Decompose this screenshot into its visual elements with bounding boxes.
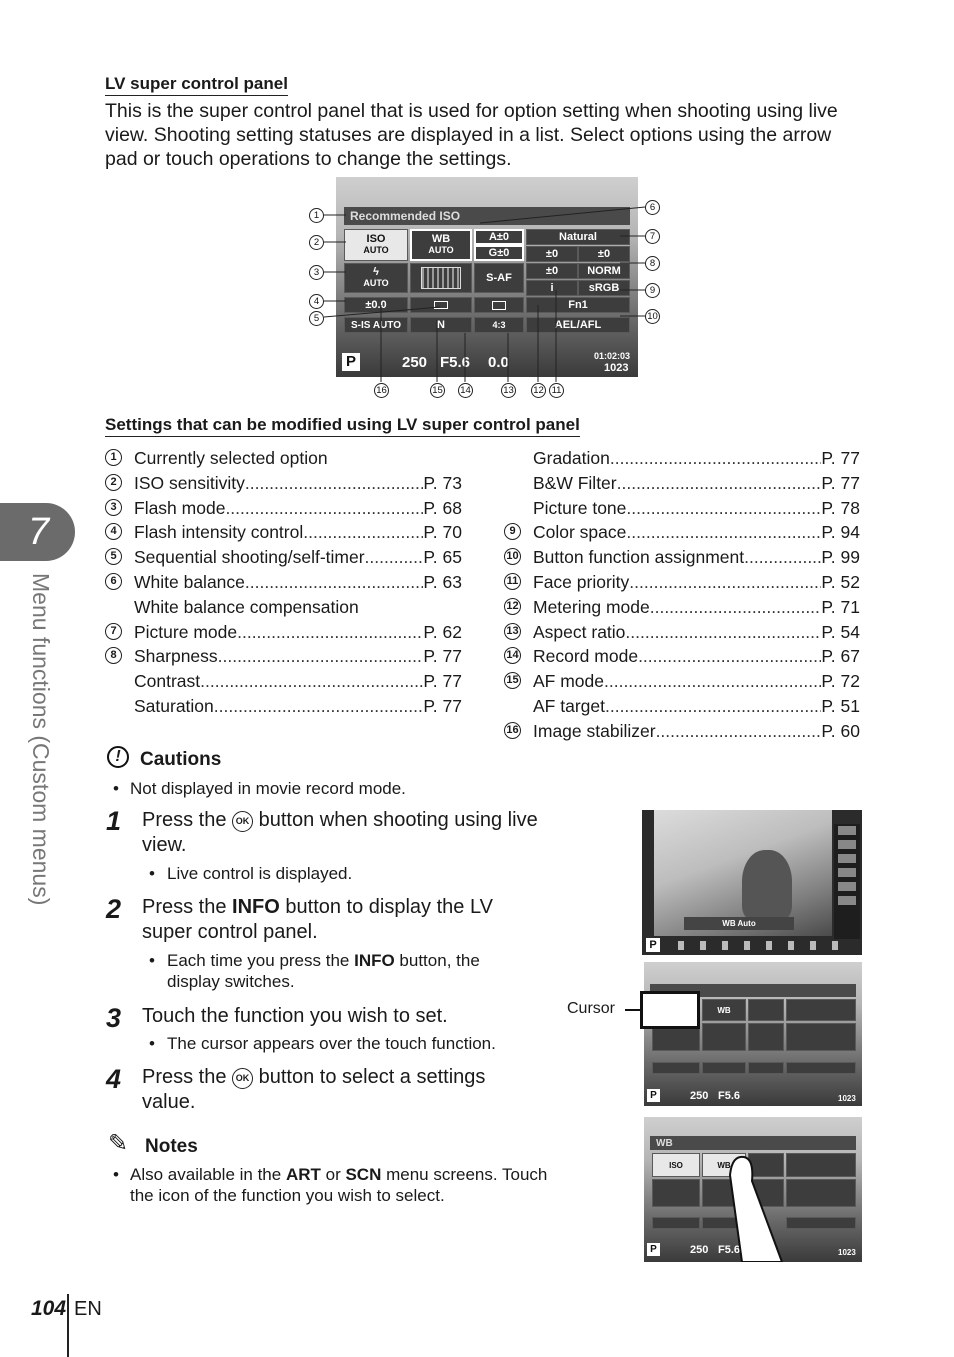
setting-label: Color space [533,522,627,543]
item-number: 12 [504,598,521,615]
page-reference: P. 94 [821,522,860,543]
notes-pre: Also available in the [130,1165,286,1184]
flash-sub: AUTO [363,278,389,288]
mode-badge: P [646,938,660,952]
bullet: • [149,951,155,970]
leader-6 [480,207,645,223]
shutter-value: 250 [690,1244,709,1256]
shutter-value: 250 [690,1090,709,1102]
cursor-frame [640,991,700,1029]
setting-label: Face priority [533,572,630,592]
wb-options-strip [678,941,848,950]
leader-dots [626,496,821,520]
page-reference: P. 65 [423,547,462,568]
setting-label: Gradation [533,448,610,468]
iso-label: ISO [366,233,386,245]
flash-cell [652,1179,700,1207]
fn-cell: Fn1 [526,297,630,313]
caution-icon: ! [107,746,129,768]
leader-5 [324,307,440,317]
live-control-screen [642,810,862,955]
callout-13: 13 [501,383,516,398]
leader-dots [605,694,821,718]
info-button-label: INFO [232,896,280,918]
item-number: 10 [504,548,521,565]
wb-sub: AUTO [428,245,454,255]
leader-dots [638,644,821,668]
exposure-value: 0.0 [488,354,509,371]
settings-row [533,644,860,668]
side-icon [838,840,856,849]
cursor-label: Cursor [567,1000,616,1017]
step-1-sub: Live control is displayed. [167,864,353,883]
settings-row [533,446,860,470]
item-number: 16 [504,722,521,739]
footer-divider [67,1294,69,1357]
step-2-sub [167,950,537,992]
gradation-cell: NORM [578,263,630,279]
settings-row [533,719,860,743]
page-reference: P. 60 [821,720,860,741]
iso-cell: ISO [652,1153,700,1177]
setting-label: ISO sensitivity [134,472,245,493]
callout-5: 5 [309,311,324,326]
callout-6: 6 [645,200,660,215]
callout-3: 3 [309,265,324,280]
page-reference: P. 52 [821,572,860,592]
settings-row [533,694,860,718]
page-reference: P. 70 [423,522,462,543]
scn-label: SCN [345,1165,382,1184]
section-heading-settings: Settings that can be modified using LV super control panel [105,415,580,437]
leader-dots [214,694,424,718]
wb-comp-cell [748,999,784,1021]
page-reference: P. 51 [821,696,860,716]
tone-cell [786,1023,856,1051]
flash-comp-cell: ±0.0 [344,297,408,313]
step-1-post: button when shooting using live view. [142,809,538,856]
footer-lang: EN [74,1298,102,1320]
leader-dots [625,620,821,644]
page-reference: P. 78 [821,497,860,518]
shots-value: 1023 [604,362,629,374]
callout-9: 9 [645,283,660,298]
af-mode-cell: S-AF [474,263,524,293]
item-number: 5 [105,548,122,565]
wb-a-cell: A±0 [474,229,524,245]
callout-2: 2 [309,235,324,250]
shutter-value: 250 [402,354,428,371]
super-control-screen-cursor [644,962,862,1106]
sharpness-cell: ±0 [526,246,578,262]
step-number: 2 [106,894,122,924]
super-control-screen-touch [644,1117,862,1262]
chapter-number: 7 [28,511,50,553]
item-number: 4 [105,523,122,540]
item-number: 1 [105,449,122,466]
settings-row [533,620,860,644]
mode-badge: P [647,1089,660,1102]
page-reference: P. 77 [423,696,462,716]
record-mode-cell: N [410,317,472,333]
settings-row [134,471,462,495]
notes-post: menu screens. Touch the icon of the function you wish to select. [130,1165,548,1205]
side-icon [838,882,856,891]
leader-dots [629,570,821,594]
page-reference: P. 68 [423,497,462,518]
setting-label: Contrast [134,671,201,692]
mode-badge: P [647,1243,660,1256]
stab-cell [652,1217,700,1229]
page-reference: P. 99 [821,547,860,568]
page-reference: P. 72 [821,671,860,692]
page-reference: P. 77 [423,671,462,692]
step-2-sub-post: button, the display switches. [167,951,480,991]
ok-button-icon: OK [232,1068,253,1089]
stab-cell [652,1062,700,1074]
settings-row [134,644,462,668]
step-3-sub: The cursor appears over the touch function. [167,1034,496,1053]
step-4-post: button to select a settings value. [142,1066,486,1113]
setting-label: Sequential shooting/self-timer [134,547,365,568]
subject-silhouette [742,850,792,920]
aperture-value: F5.6 [718,1244,741,1256]
leader-dots [617,471,822,495]
leader-dots [650,595,822,619]
page-reference: P. 54 [821,621,860,642]
af-cell [702,1023,746,1051]
art-label: ART [285,1165,321,1184]
setting-label: Button function assignment [533,547,745,568]
item-number: 9 [504,523,521,540]
page-reference: P. 71 [821,596,860,617]
settings-row [533,669,860,693]
section-heading-lv-panel: LV super control panel [105,74,288,96]
aspect-cell [748,1062,784,1074]
setting-label: White balance compensation [134,596,359,617]
setting-label: Sharpness [134,646,218,667]
settings-row [134,496,462,520]
wb-label: WB [431,233,451,245]
settings-row [134,545,462,569]
info-label: INFO [354,951,395,970]
item-number: 8 [105,647,122,664]
callout-1: 1 [309,208,324,223]
intro-paragraph: This is the super control panel that is used for option setting when shooting using live view. Shooting setting statuses are displayed in a list. Select options using the arrow pad or touch operations to change the settings. [105,100,838,170]
flash-icon: ϟ [373,266,379,278]
leader-dots [610,446,822,470]
shots-value: 1023 [838,1094,856,1103]
setting-label: Picture tone [533,497,627,518]
page-reference: P. 67 [821,646,860,667]
setting-label: B&W Filter [533,472,617,493]
setting-label: Currently selected option [134,448,328,468]
live-label: WB Auto [684,917,794,930]
notes-title: Notes [145,1136,198,1157]
notes-text [130,1164,550,1206]
leader-dots [218,644,424,668]
side-icon [838,854,856,863]
settings-row [533,545,860,569]
bullet: • [113,1165,119,1184]
shots-value: 1023 [838,1248,856,1257]
setting-label: Metering mode [533,596,650,617]
color-space-cell: sRGB [578,280,630,296]
callout-4: 4 [309,294,324,309]
page-reference: P. 62 [423,621,462,642]
saf-cell [748,1023,784,1051]
bullet: • [149,864,155,883]
callout-16: 16 [374,383,389,398]
caution-item: Not displayed in movie record mode. [130,779,406,798]
side-icon [838,896,856,905]
caution-bullet: • [113,779,119,798]
item-number: 6 [105,573,122,590]
item-number: 14 [504,647,521,664]
settings-row [533,471,860,495]
step-1-pre: Press the [142,809,233,831]
leader-dots [245,570,423,594]
leader-dots [200,669,423,693]
settings-row [134,570,462,594]
step-3-text: Touch the function you wish to set. [142,1005,448,1027]
leader-dots [303,520,423,544]
side-icon [838,868,856,877]
chapter-tab [0,503,75,561]
aperture-value: F5.6 [440,354,471,371]
item-number: 15 [504,672,521,689]
step-1-text [142,808,542,858]
callout-15: 15 [430,383,445,398]
rec-cell [702,1062,746,1074]
iso-sub: AUTO [363,245,389,255]
aperture-value: F5.6 [718,1090,741,1102]
step-number: 4 [106,1064,122,1094]
settings-row [533,570,860,594]
settings-row [533,595,860,619]
finger-illustration [722,1155,802,1262]
setting-label: White balance [134,572,245,592]
step-number: 1 [106,806,122,836]
settings-row [134,520,462,544]
setting-label: Saturation [134,696,214,716]
item-number: 2 [105,474,122,491]
setting-label: Record mode [533,646,639,667]
setting-label: Flash intensity control [134,522,304,543]
step-4-text [142,1065,542,1115]
setting-label: Picture mode [134,621,238,642]
settings-row [134,669,462,693]
callout-8: 8 [645,256,660,271]
wb-banner: WB [650,1136,856,1150]
page-reference: P. 77 [821,448,860,468]
wb-cell: WB [702,999,746,1021]
leader-dots [225,496,423,520]
step-2-pre: Press the [142,896,233,918]
aelafl-cell: AEL/AFL [526,317,630,333]
leader-dots [365,545,424,569]
callout-7: 7 [645,229,660,244]
setting-label: AF mode [533,671,604,692]
settings-row [134,446,462,470]
ael-cell [786,1062,856,1074]
live-side-icons [834,824,860,939]
time-value: 01:02:03 [594,351,631,361]
setting-label: Image stabilizer [533,720,656,741]
notes-icon: ✎ [108,1130,129,1157]
picture-cell [786,999,856,1021]
ok-button-icon: OK [232,811,253,832]
callout-10: 10 [645,309,660,324]
leader-dots [237,620,423,644]
cautions-title: Cautions [140,749,222,770]
aspect-cell: 4:3 [474,317,524,333]
wb-g-cell: G±0 [474,245,524,261]
setting-label: Flash mode [134,497,226,518]
leader-dots [744,545,821,569]
page-reference: P. 77 [821,472,860,493]
item-number: 11 [504,573,521,590]
page-reference: P. 77 [423,646,462,667]
picture-mode-cell: Natural [526,229,630,245]
callout-11: 11 [549,383,564,398]
callout-12: 12 [531,383,546,398]
banner: Recommended ISO [344,207,630,225]
page-reference: P. 63 [423,572,462,592]
step-number: 3 [106,1003,122,1033]
contrast-cell: ±0 [578,246,630,262]
item-number: 3 [105,499,122,516]
cursor-pointer-line [625,1009,642,1011]
settings-row [134,595,462,619]
page-reference: P. 73 [423,472,462,493]
leader-dots [626,520,821,544]
item-number: 7 [105,623,122,640]
leader-dots [604,669,821,693]
settings-row [134,694,462,718]
face-priority-cell: i [526,280,578,296]
chapter-title: Menu functions (Custom menus) [28,573,54,906]
step-4-pre: Press the [142,1066,233,1088]
stabilizer-cell: S-IS AUTO [344,317,408,333]
setting-label: Aspect ratio [533,621,626,642]
leader-dots [656,719,822,743]
wb-cell: WB [702,1153,746,1177]
step-2-text [142,895,542,945]
settings-row [533,520,860,544]
item-number: 13 [504,623,521,640]
callout-lines [300,195,670,400]
setting-label: AF target [533,696,605,716]
page-number: 104 [31,1297,67,1320]
settings-row [533,496,860,520]
settings-row [134,620,462,644]
leader-dots [245,471,424,495]
callout-14: 14 [458,383,473,398]
step-2-post: button to display the LV super control panel. [142,896,493,943]
notes-mid: or [320,1165,346,1184]
saturation-cell: ±0 [526,263,578,279]
bullet: • [149,1034,155,1053]
mode-badge: P [342,353,360,371]
step-2-sub-pre: Each time you press the [167,951,355,970]
side-icon [838,826,856,835]
